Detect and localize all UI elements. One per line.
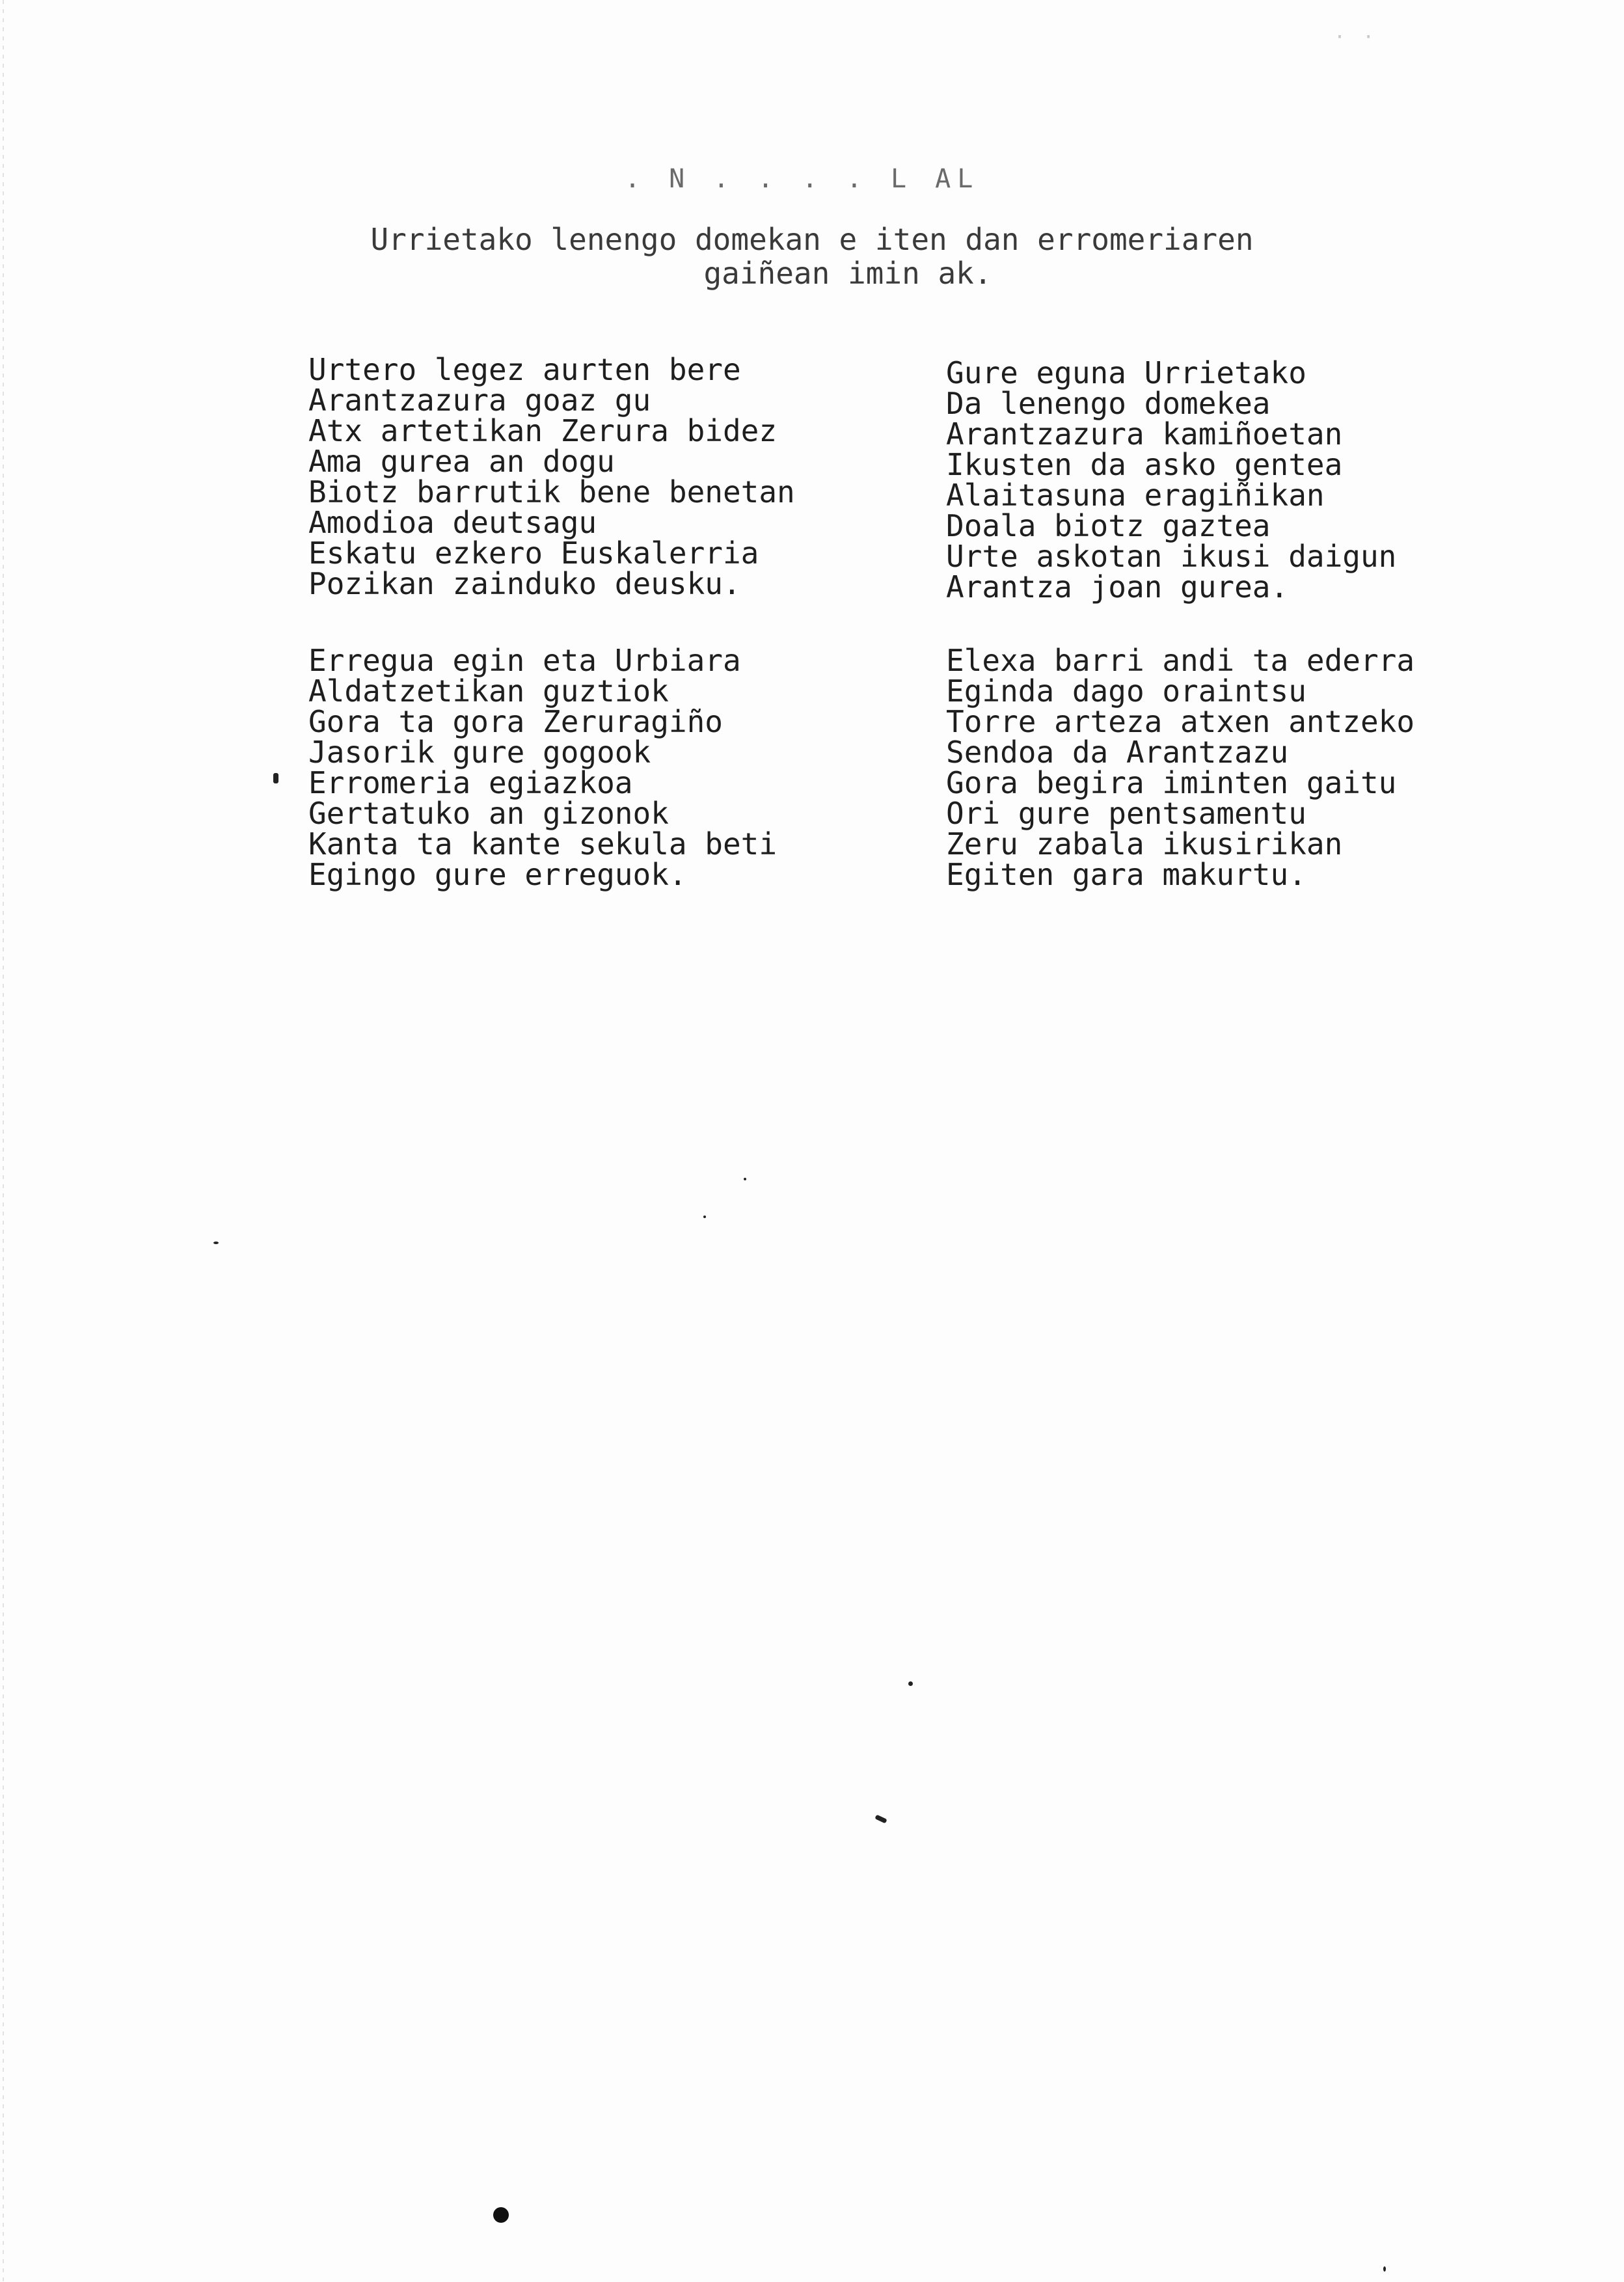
- verse-line: Gure eguna Urrietako: [946, 355, 1306, 390]
- verse-line: Eskatu ezkero Euskalerria: [308, 536, 759, 571]
- dust-speck: [213, 1242, 219, 1244]
- verse-line: Arantzazura kamiñoetan: [946, 416, 1343, 452]
- verse-line: Arantza joan gurea.: [946, 569, 1289, 604]
- dust-speck: [908, 1681, 913, 1686]
- verse-line: Egingo gure erreguok.: [308, 857, 687, 892]
- stanza-right-1: [946, 355, 1397, 604]
- verse-line: Pozikan zainduko deusku.: [308, 566, 741, 601]
- dust-speck: [1383, 2266, 1386, 2272]
- verse-line: Ama gurea an dogu: [308, 444, 615, 479]
- subtitle-line-1: Urrietako lenengo domekan e iten dan erromeriaren: [370, 222, 1254, 257]
- subtitle: [0, 223, 1624, 290]
- verse-line: Aldatzetikan guztiok: [308, 673, 669, 709]
- verse-line: Atx artetikan Zerura bidez: [308, 413, 778, 448]
- verse-line: Doala biotz gaztea: [946, 508, 1271, 543]
- faded-heading: . N . . . . L AL: [625, 164, 980, 194]
- verse-line: Alaitasuna eragiñikan: [946, 478, 1325, 513]
- verse-line: Gora begira iminten gaitu: [946, 765, 1397, 800]
- verse-line: Urtero legez aurten bere: [308, 352, 741, 387]
- verse-line: Torre arteza atxen antzeko: [946, 704, 1415, 739]
- scan-edge-line: [3, 0, 4, 2282]
- verse-line: Erregua egin eta Urbiara: [308, 643, 741, 678]
- verse-line: Gora ta gora Zeruragiño: [308, 704, 723, 739]
- verse-line: Ikusten da asko gentea: [946, 447, 1343, 482]
- stanza-right-2: [946, 645, 1414, 890]
- verse-line: Biotz barrutik bene benetan: [308, 474, 795, 509]
- dust-speck: [744, 1178, 746, 1180]
- verse-line: Sendoa da Arantzazu: [946, 735, 1289, 770]
- ink-dot: [493, 2207, 509, 2223]
- verse-line: Elexa barri andi ta ederra: [946, 643, 1415, 678]
- verse-line: Jasorik gure gogook: [308, 735, 651, 770]
- verse-line: Kanta ta kante sekula beti: [308, 826, 778, 862]
- stanza-left-1: [308, 352, 795, 601]
- verse-line: Egiten gara makurtu.: [946, 857, 1306, 892]
- verse-line: Da lenengo domekea: [946, 386, 1271, 421]
- verse-line: Arantzazura goaz gu: [308, 383, 651, 418]
- verse-line: Gertatuko an gizonok: [308, 796, 669, 831]
- subtitle-line-2: gaiñean imin ak.: [703, 256, 992, 291]
- stanza-left-2: [308, 645, 777, 890]
- verse-line: Ori gure pentsamentu: [946, 796, 1306, 831]
- verse-line: Urte askotan ikusi daigun: [946, 539, 1397, 574]
- margin-mark: [273, 773, 278, 783]
- verse-line: Amodioa deutsagu: [308, 505, 597, 540]
- verse-line: Erromeria egiazkoa: [308, 765, 633, 800]
- dust-speck: [874, 1815, 887, 1824]
- verse-line: Eginda dago oraintsu: [946, 673, 1306, 709]
- faint-corner-mark: · ·: [1334, 26, 1377, 49]
- dust-speck: [703, 1216, 706, 1218]
- verse-line: Zeru zabala ikusirikan: [946, 826, 1343, 862]
